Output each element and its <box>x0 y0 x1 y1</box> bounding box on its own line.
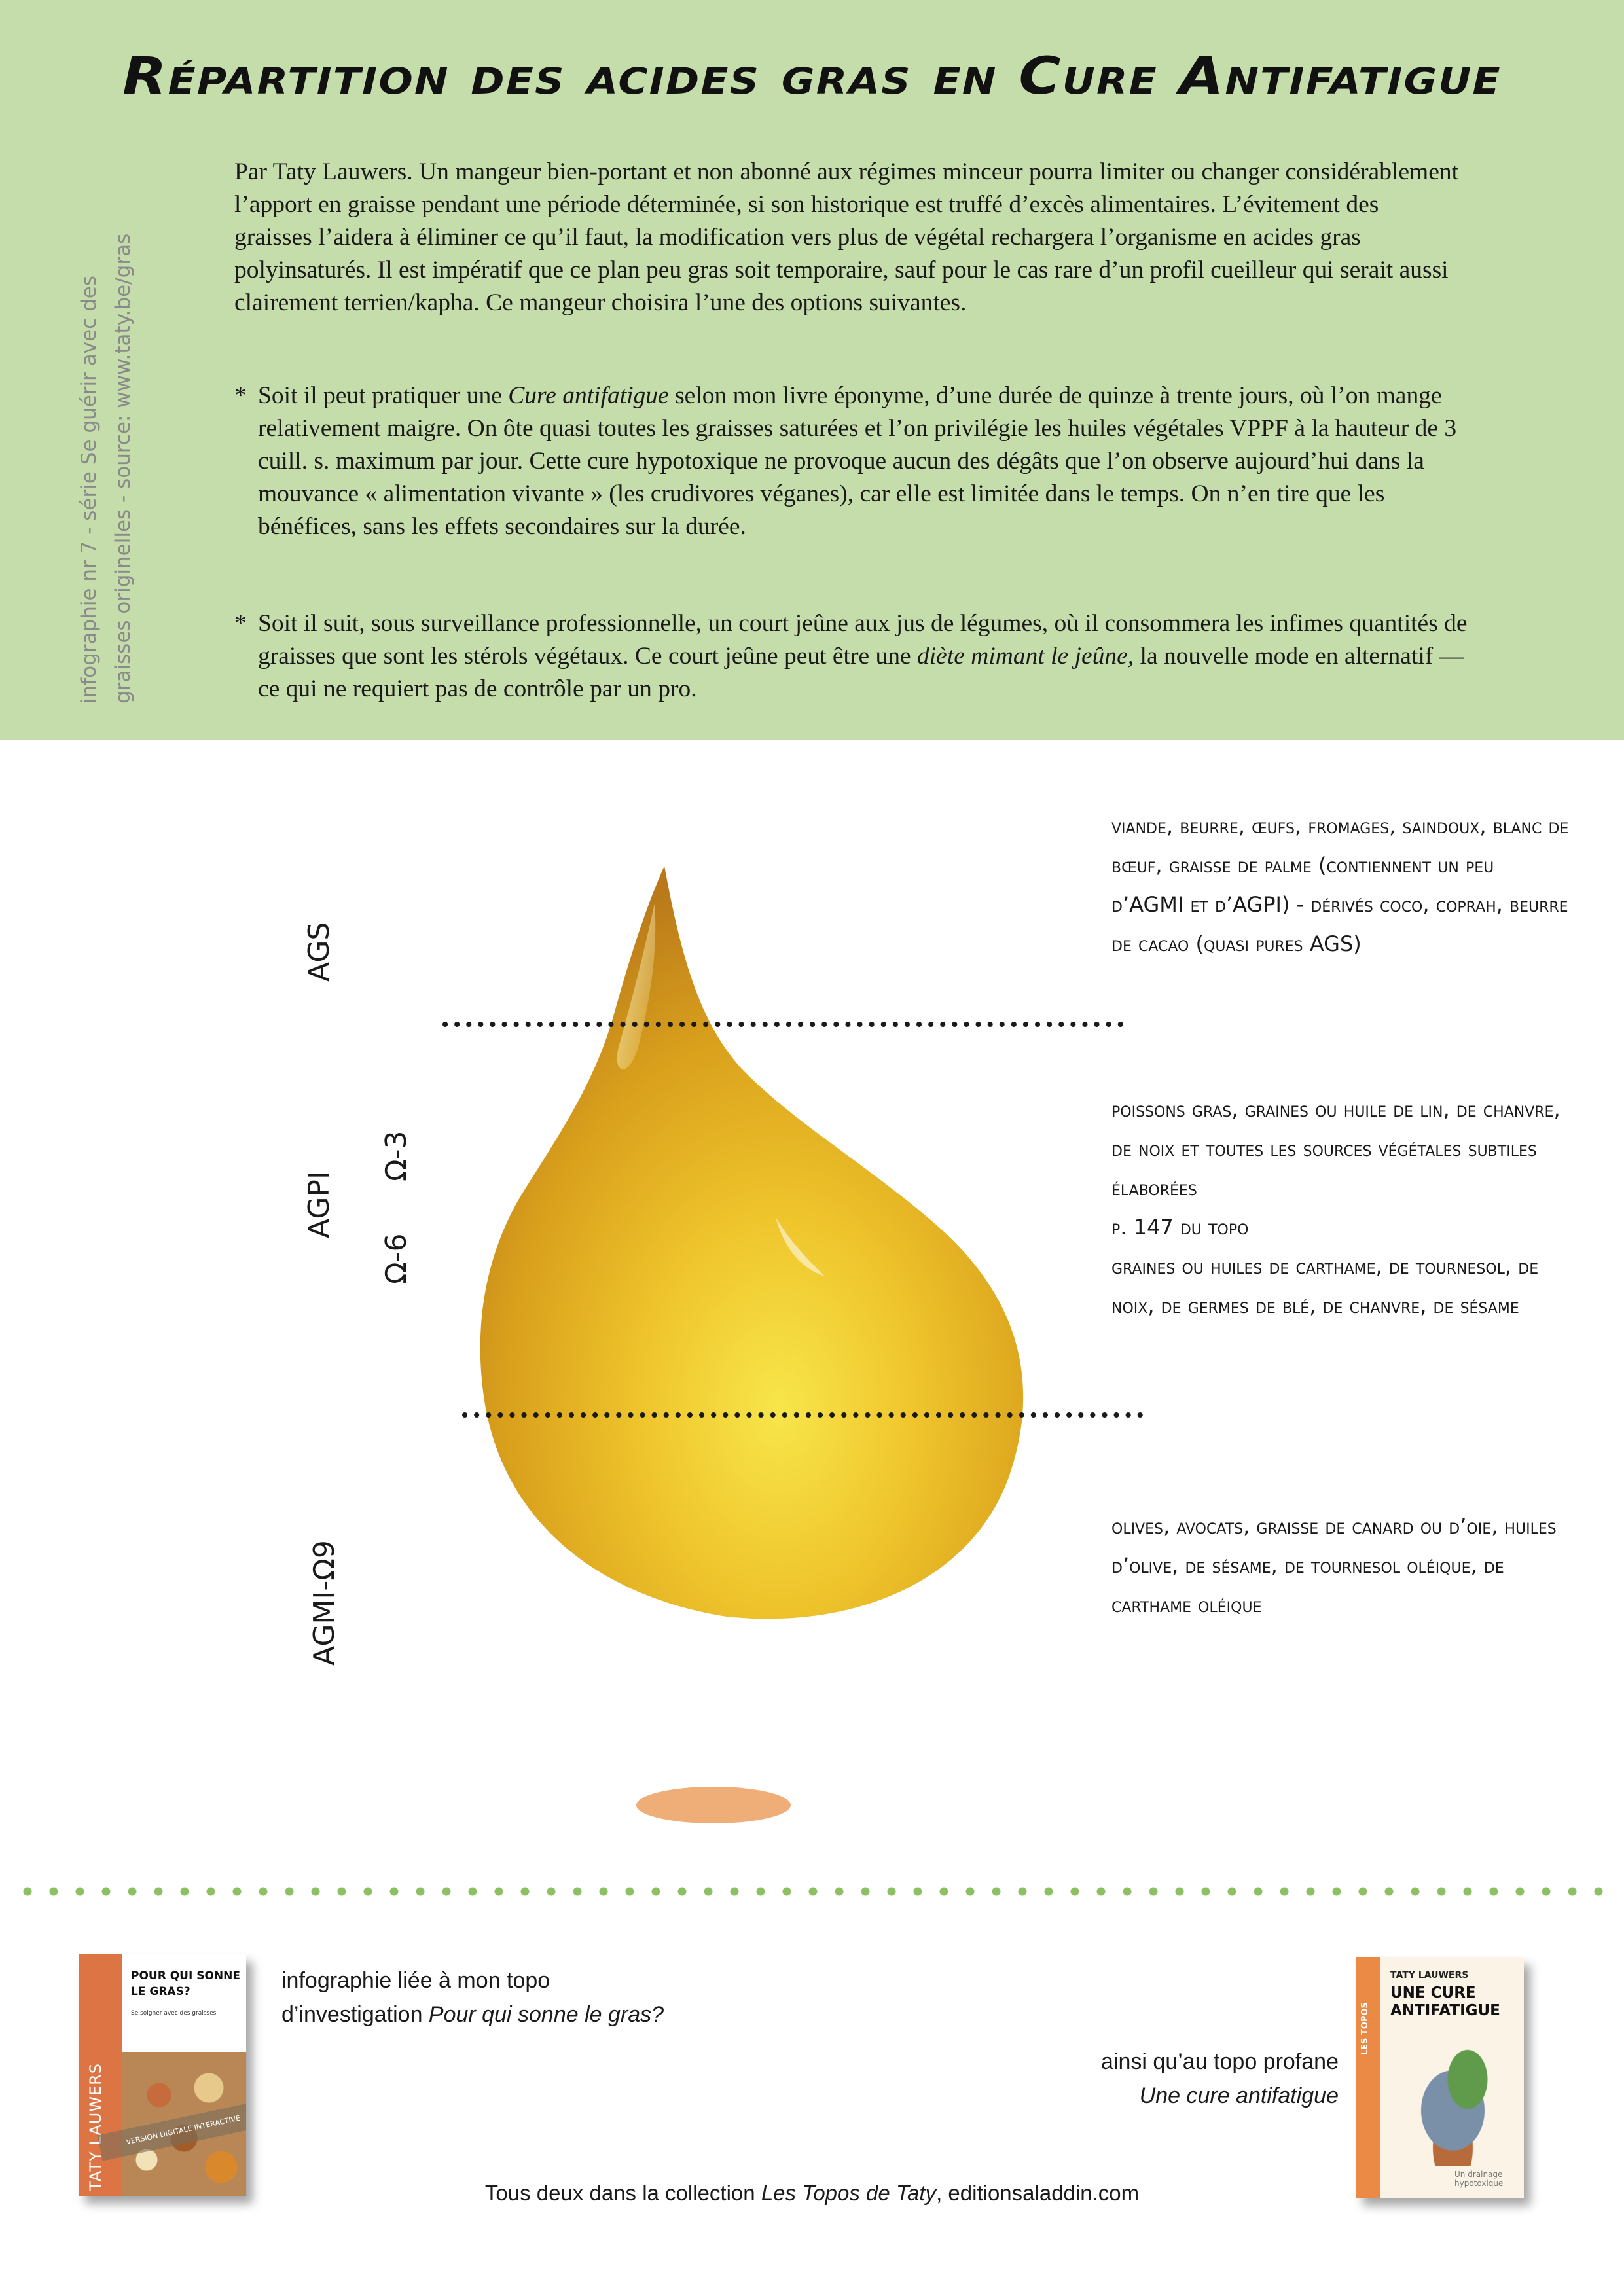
book2-illustration <box>1409 2042 1507 2166</box>
label-omega3: Ω-3 <box>380 1130 413 1181</box>
bullet2-emphasis: diète mimant le jeûne, <box>917 643 1134 670</box>
book-cover-pour-qui-sonne-le-gras <box>79 1954 246 2196</box>
footer-text-a: Tous deux dans la collection <box>484 2181 761 2205</box>
label-agmi: AGMI-Ω9 <box>308 1540 341 1666</box>
caption-left <box>281 1964 740 2032</box>
foods-omega3-ref: p. 147 du topo <box>1111 1215 1249 1240</box>
bullet-star: * <box>234 610 247 637</box>
bullet-star: * <box>234 382 247 409</box>
book1-title: POUR QUI SONNE LE GRAS? <box>131 1969 240 1998</box>
side-note-line-1: infographie nr 7 - série Se guérir avec des <box>77 276 101 704</box>
book2-spine-text: LES TOPOS <box>1360 2002 1370 2055</box>
foods-agmi <box>1111 1507 1570 1624</box>
page-title: Répartition des acides gras en Cure Antifatigue <box>122 47 1502 106</box>
label-agpi: AGPI <box>302 1171 336 1238</box>
footer-collection <box>0 2176 1624 2210</box>
caption-right-line2 <box>949 2079 1339 2113</box>
foods-agpi <box>1111 1090 1570 1325</box>
book2-author: TATY LAUWERS <box>1390 1970 1469 1981</box>
caption-left-line2-text: d’investigation <box>281 2002 429 2027</box>
intro-paragraph: Par Taty Lauwers. Un mangeur bien-portant et non abonné aux régimes minceur pourra limiter ou changer considérablement l’apport en graisse pendant une période déterminée, si son historique est truffé d’excès alimentaires. L’évitement des graisses l’aidera à éliminer ce qu’il faut, la modification vers plus de végétal rechargera l’organisme en acides gras polyinsaturés. Il est impératif que ce plan peu gras soit temporaire, sauf pour le cas rare d’un profil cueilleur qui serait aussi clairement terrien/kapha. Ce mangeur choisira l’une des options suivantes. <box>234 158 1459 316</box>
book-cover-une-cure-antifatigue <box>1356 1957 1524 2198</box>
label-ags: AGS <box>302 922 336 982</box>
caption-left-book-title: Pour qui sonne le gras? <box>428 2002 664 2027</box>
caption-right <box>949 2045 1339 2113</box>
bullet-jeune <box>234 607 1482 706</box>
foods-omega3-text: poissons gras, graines ou huile de lin, de chanvre, de noix et toutes les sources végétales subtiles élaborées <box>1111 1097 1561 1200</box>
foods-omega6-text: graines ou huiles de carthame, de tournesol, de noix, de germes de blé, de chanvre, de sésame <box>1111 1254 1539 1318</box>
caption-left-line1: infographie liée à mon topo <box>281 1968 550 1993</box>
footer-text-b: , editionsaladdin.com <box>936 2181 1140 2205</box>
drop-shadow <box>636 1787 791 1823</box>
book1-band: VERSION DIGITALE INTERACTIVE <box>98 2100 246 2161</box>
caption-right-line1: ainsi qu’au topo profane <box>1101 2049 1339 2074</box>
bullet1-text-a: Soit il peut pratiquer une <box>258 382 509 409</box>
book2-title: UNE CURE ANTIFATIGUE <box>1390 1984 1500 2019</box>
foods-ags-text: viande, beurre, œufs, fromages, saindoux, blanc de bœuf, graisse de palme (contiennent un peu d’AGMI et d’AGPI) - dérivés coco, coprah, beurre de cacao (quasi pures AGS) <box>1111 814 1569 956</box>
book1-spine-text: TATY LAUWERS <box>86 2062 105 2191</box>
book2-spine <box>1356 1957 1380 2198</box>
caption-right-book-title: Une cure antifatigue <box>1139 2083 1339 2108</box>
footer-dotted-divider <box>14 1886 1612 1897</box>
book2-subtitle: Un drainage hypotoxique <box>1454 2170 1504 2188</box>
foods-agmi-text: olives, avocats, graisse de canard ou d’oie, huiles d’olive, de sésame, de tournesol oléique, de carthame oléique <box>1111 1514 1557 1617</box>
side-note <box>72 128 140 704</box>
bullet1-emphasis: Cure antifatigue <box>508 382 669 409</box>
bullet2-text-a: Soit il suit, sous surveillance professionnelle, un court jeûne aux jus de légumes, où il consommera les infimes quantités de graisses que sont les stérols végétaux. Ce court jeûne peut être une <box>258 610 1468 670</box>
bullet1-text-b: selon mon livre éponyme, d’une durée de quinze à trente jours, où l’on mange relativement maigre. On ôte quasi toutes les graisses saturées et l’on privilégie les huiles végétales VPPF à la hauteur de 3 cuill. s. maximum par jour. Cette cure hypotoxique ne provoque aucun des dégâts que l’on observe aujourd’hui dans la mouvance « alimentation vivante » (les crudivores véganes), car elle est limitée dans le temps. On n’en tire que les bénéfices, sans les effets secondaires sur la durée. <box>258 382 1457 540</box>
label-omega6: Ω-6 <box>380 1233 413 1284</box>
caption-left-line2 <box>281 1998 740 2032</box>
bullet2-text-b: la nouvelle mode en alternatif — ce qui ne requiert pas de contrôle par un pro. <box>258 643 1464 702</box>
side-note-line-2: graisses originelles - source: www.taty.be/gras <box>111 233 135 704</box>
footer-collection-name: Les Topos de Taty <box>761 2181 937 2205</box>
book1-subtitle: Se soigner avec des graisses <box>131 2010 217 2017</box>
bullet-cure-antifatigue <box>234 380 1482 543</box>
foods-ags <box>1111 806 1570 963</box>
oil-drop-shape <box>480 866 1023 1619</box>
